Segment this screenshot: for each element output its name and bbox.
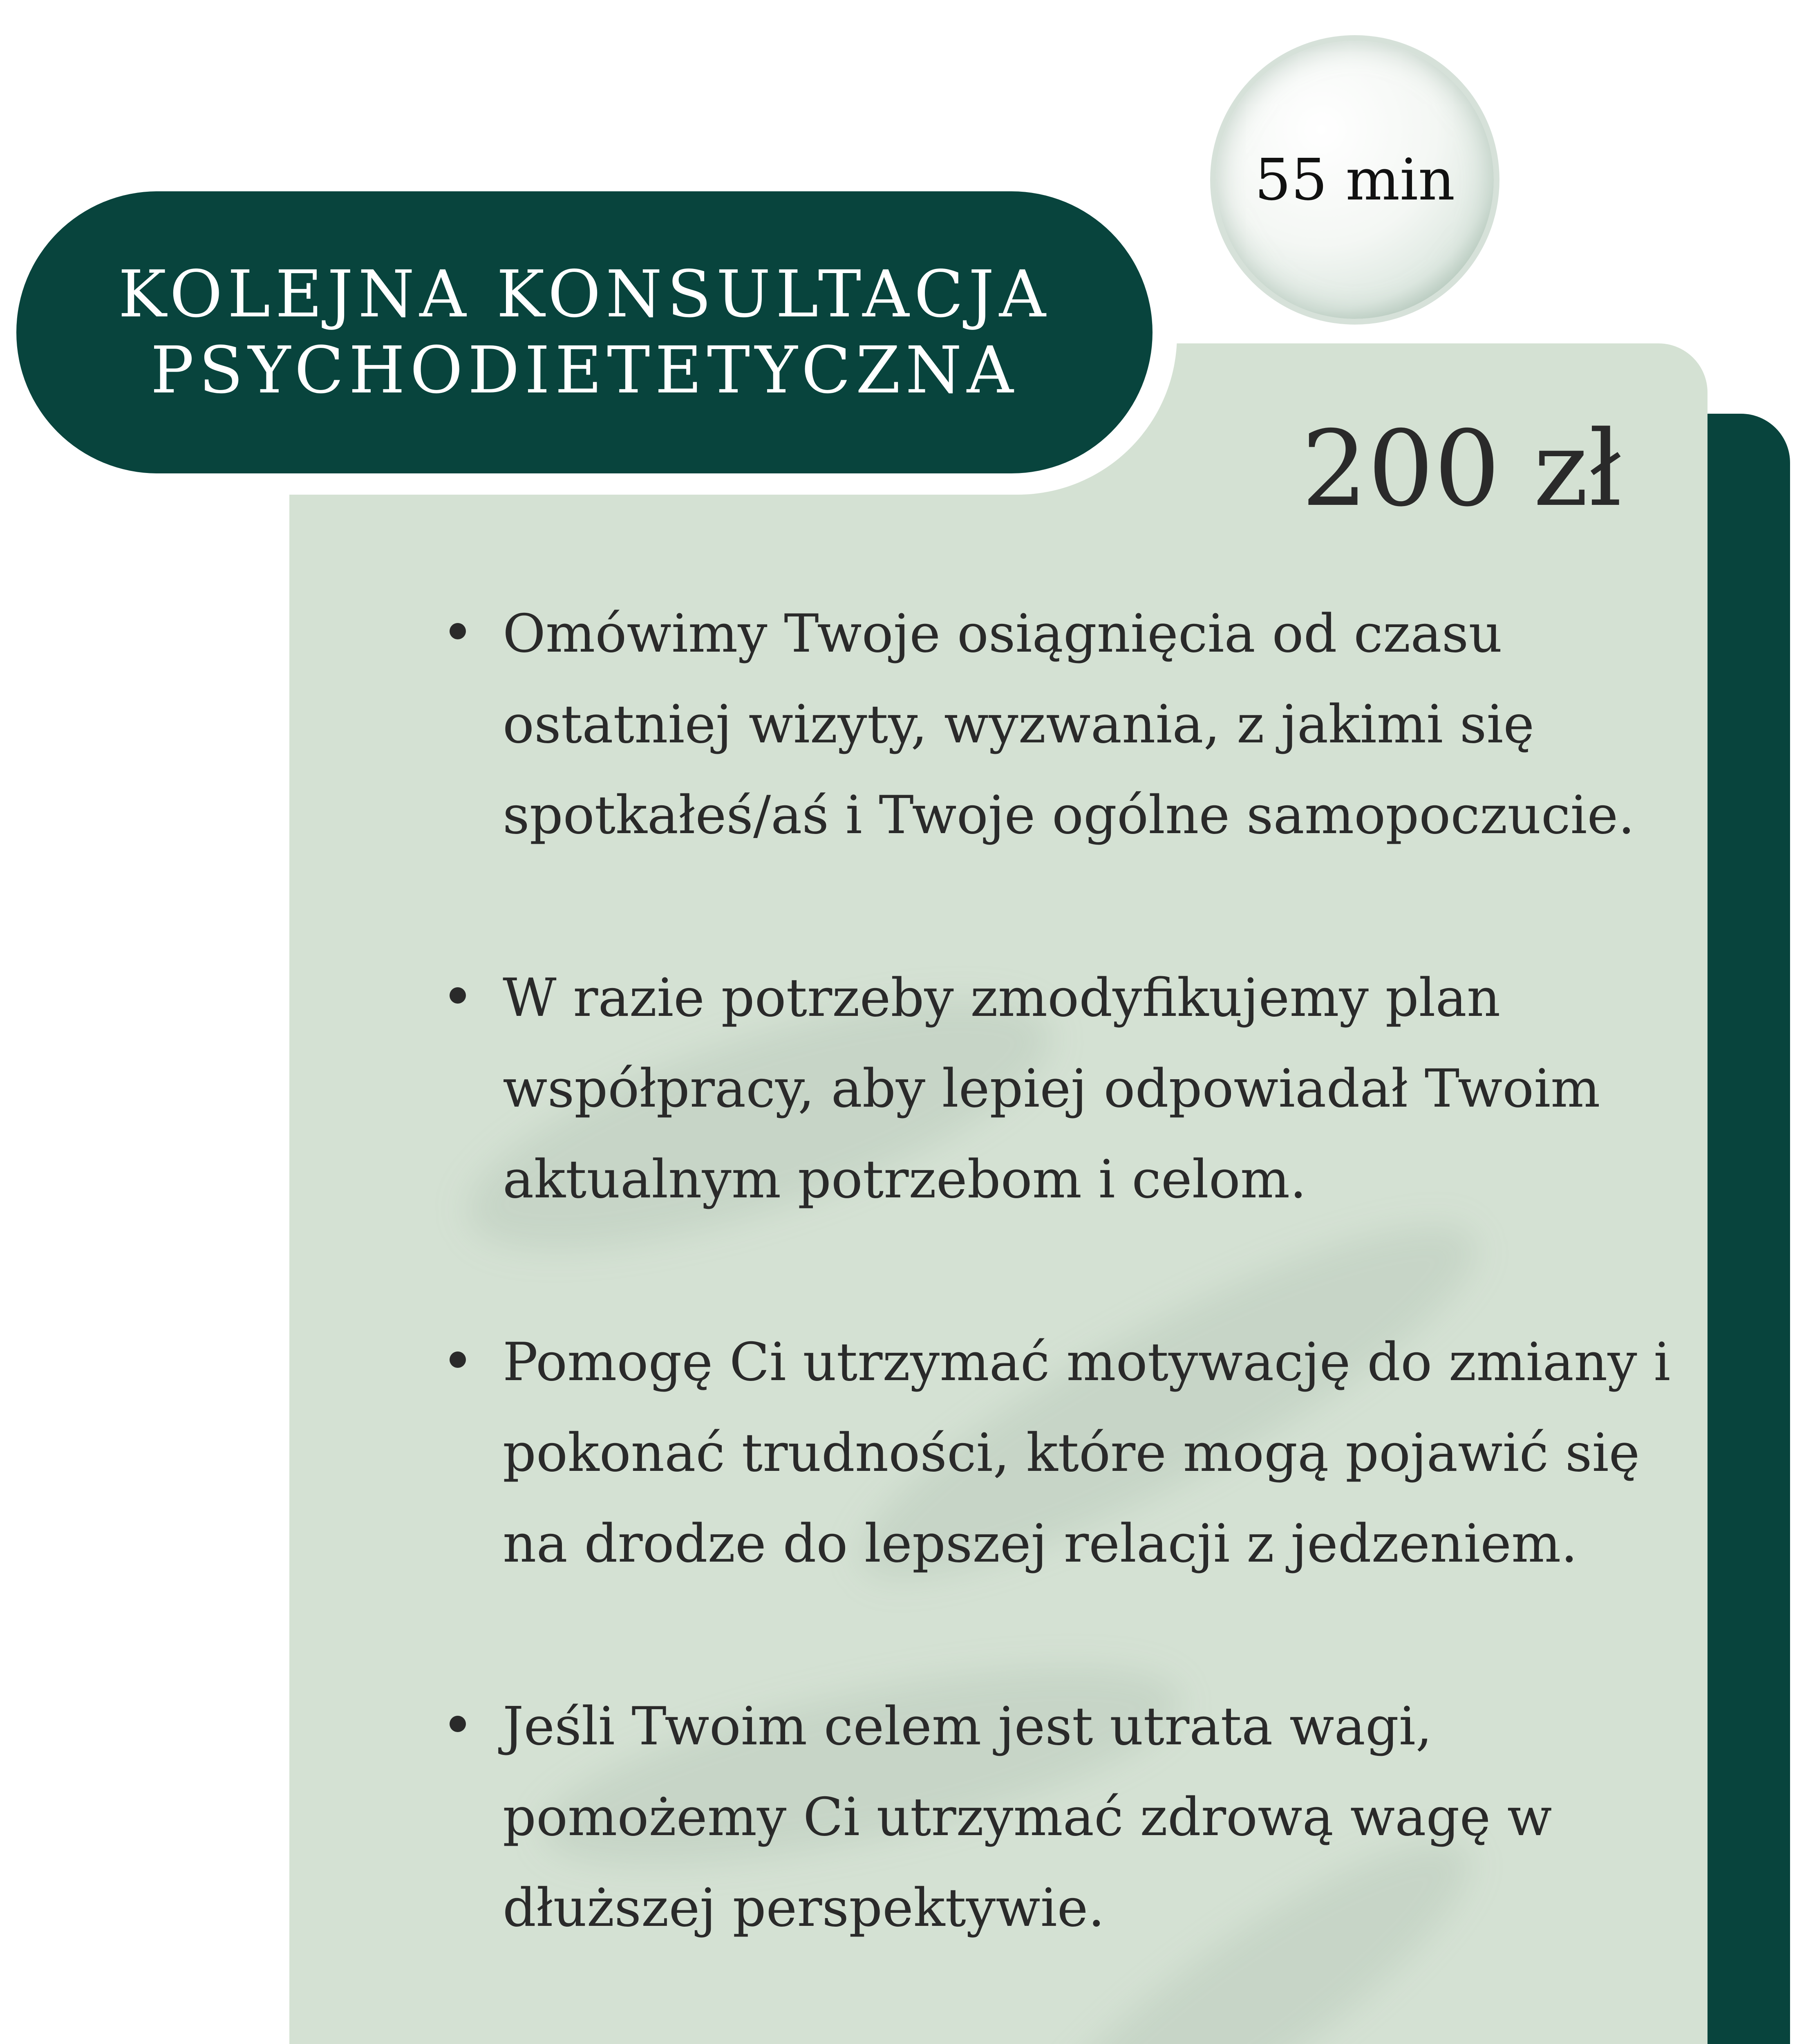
list-item: Pomogę Ci utrzymać motywację do zmiany i pokonać trudności, które mogą pojawić się na drodze do lepszej relacji z jedzeniem.	[441, 1317, 1688, 1589]
price-label: 200 zł	[1301, 408, 1622, 530]
duration-bubble	[1216, 41, 1494, 319]
list-item: W razie potrzeby zmodyfikujemy plan współpracy, aby lepiej odpowiadał Twoim aktualnym potrzebom i celom.	[441, 953, 1688, 1225]
duration-label: 55 min	[1254, 146, 1455, 213]
page-title-line-1: KOLEJNA KONSULTACJA	[118, 257, 1051, 332]
list-item: Omówimy Twoje osiągnięcia od czasu ostatniej wizyty, wyzwania, z jakimi się spotkałeś/aś i Twoje ogólne samopoczucie.	[441, 589, 1688, 861]
title-pill	[16, 191, 1153, 473]
list-item: Jeśli Twoim celem jest utrata wagi, pomożemy Ci utrzymać zdrową wagę w dłuższej perspektywie.	[441, 1681, 1688, 1954]
page-title-line-2: PSYCHODIETETYCZNA	[150, 333, 1018, 408]
bullet-list	[441, 589, 1688, 2044]
